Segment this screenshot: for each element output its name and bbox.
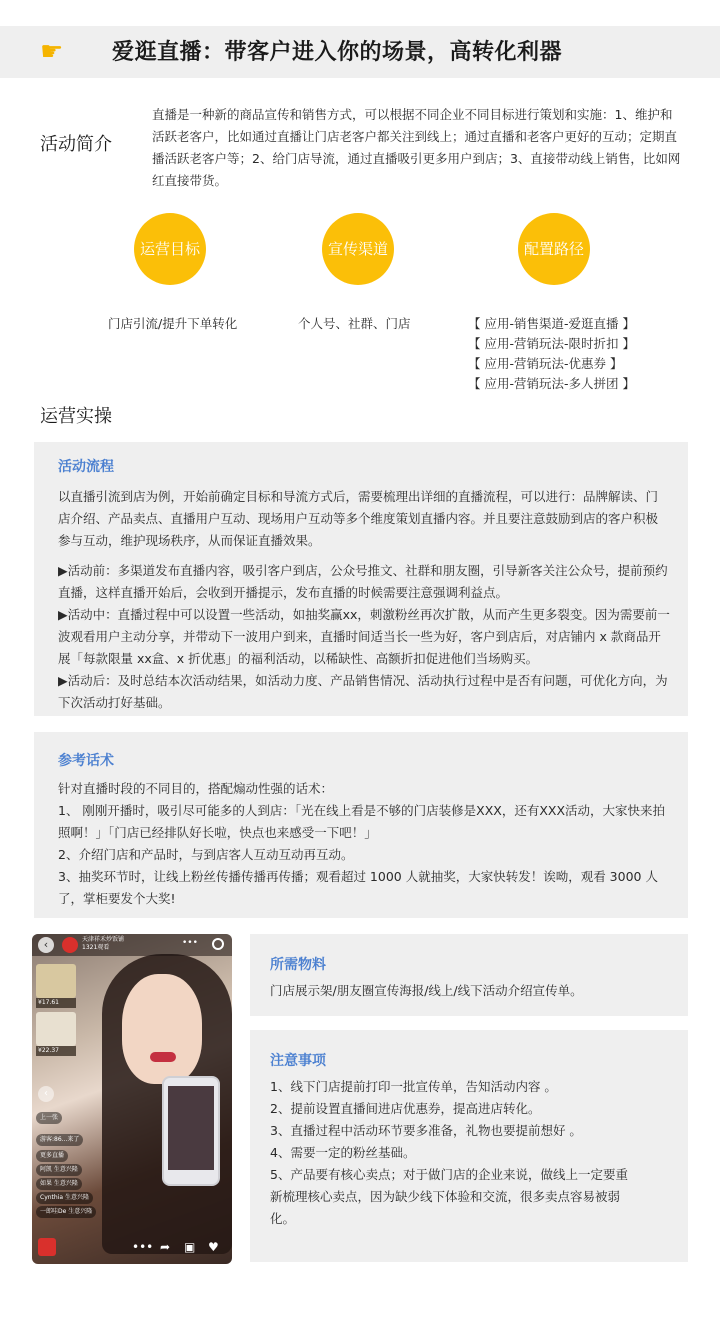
pointing-hand-icon: ☛ (40, 37, 64, 67)
goal-detail: 门店引流/提升下单转化 (108, 316, 238, 331)
flow-paragraph: ▶活动后：及时总结本次活动结果，如活动力度、产品销售情况、活动执行过程中是否有问题，可优化方向，为下次活动打好基础。 (58, 673, 668, 710)
product-thumb[interactable] (36, 964, 76, 998)
notes-card (250, 1030, 688, 1262)
prev-arrow-icon[interactable]: ‹ (38, 1086, 54, 1102)
notes-title: 注意事项 (270, 1053, 326, 1069)
script-line: 针对直播时段的不同目的，搭配煽动性强的话术： (58, 781, 334, 796)
ops-label: 运营实操 (40, 406, 112, 427)
camera-icon[interactable]: ▣ (184, 1240, 196, 1254)
page-title: 爱逛直播：带客户进入你的场景，高转化利器 (112, 40, 563, 65)
script-body (58, 778, 670, 910)
streamer-face (122, 974, 202, 1084)
shop-logo (62, 937, 78, 953)
product-price: ¥17.61 (36, 998, 76, 1008)
channel-circle: 宣传渠道 (322, 213, 394, 285)
chat-message: 一郎哇De 生意兴隆 (36, 1206, 96, 1218)
more-icon[interactable]: ••• (182, 938, 198, 948)
flow-paragraph: ▶活动中：直播过程中可以设置一些活动，如抽奖赢xx，刺激粉丝再次扩散，从而产生更多裂变。因为需要前一波观看用户主动分享，并带动下一波用户到来，直播时间适当长一些为好，客户到店后，对店铺内 x 款商品开展「每款限量 xx盒、x 折优惠」的福利活动，以稀缺性、高额折扣促进他们当场购买。 (58, 607, 670, 666)
flow-paragraph: 以直播引流到店为例，开始前确定目标和导流方式后，需要梳理出详细的直播流程，可以进行：品牌解读、门店介绍、产品卖点、直播用户互动、现场用户互动等多个维度策划直播内容。并且要注意鼓励到店的客户积极参与互动，维护现场秩序，从而保证直播效果。 (58, 489, 659, 548)
like-icon[interactable]: ♥ (208, 1240, 219, 1254)
flow-card (34, 442, 688, 716)
more-icon[interactable]: ••• (132, 1240, 154, 1254)
streamer-lips (150, 1052, 176, 1062)
intro-label: 活动简介 (40, 134, 112, 155)
shop-name (82, 936, 124, 952)
flow-title: 活动流程 (58, 459, 114, 475)
note-item: 4、需要一定的粉丝基础。 (270, 1145, 416, 1160)
materials-title: 所需物料 (270, 957, 326, 973)
gift-icon[interactable] (38, 1238, 56, 1256)
notes-body (270, 1076, 630, 1230)
share-icon[interactable]: ➦ (160, 1240, 171, 1254)
handheld-phone-screen (168, 1086, 214, 1170)
script-line: 2、介绍门店和产品时，与到店客人互动互动再互动。 (58, 847, 354, 862)
materials-text: 门店展示架/朋友圈宣传海报/线上/线下活动介绍宣传单。 (270, 983, 583, 998)
script-line: 3、抽奖环节时，让线上粉丝传播传播再传播；观看超过 1000 人就抽奖，大家快转发！诶呦，观看 3000 人了，掌柜要发个大奖! (58, 869, 658, 906)
chat-message: Cynthia 生意兴隆 (36, 1192, 93, 1204)
chat-message: 如果 生意兴隆 (36, 1178, 82, 1190)
flow-body (58, 486, 670, 714)
materials-card (250, 934, 688, 1016)
config-path-list (468, 314, 635, 394)
config-path-circle: 配置路径 (518, 213, 590, 285)
config-path-item: 【 应用-销售渠道-爱逛直播 】 (468, 316, 635, 331)
record-icon[interactable] (212, 938, 224, 950)
script-line: 1、 刚刚开播时，吸引尽可能多的人到店：「光在线上看是不够的门店装修是XXX，还有XXX活动，大家快来拍照啊！」「门店已经排队好长啦，快点也来感受一下吧！」 (58, 803, 666, 840)
chat-message: 更多直播 (36, 1150, 68, 1162)
goal-circle: 运营目标 (134, 213, 206, 285)
note-item: 3、直播过程中活动环节要多准备，礼物也要提前想好 。 (270, 1123, 582, 1138)
script-title: 参考话术 (58, 753, 114, 769)
channel-detail: 个人号、社群、门店 (298, 316, 411, 331)
product-thumb[interactable] (36, 1012, 76, 1046)
note-item: 5、产品要有核心卖点；对于做门店的企业来说，做线上一定要重新梳理核心卖点，因为缺少线下体验和交流，很多卖点容易被弱化。 (270, 1167, 628, 1226)
intro-text: 直播是一种新的商品宣传和销售方式，可以根据不同企业不同目标进行策划和实施：1、维护和活跃老客户，比如通过直播让门店老客户都关注到线上；通过直播和老客户更好的互动；定期直播活跃老客户等；2、给门店导流，通过直播吸引更多用户到店；3、直接带动线上销售，比如网红直接带货。 (152, 107, 681, 188)
live-stream-screenshot (32, 934, 232, 1264)
config-path-item: 【 应用-营销玩法-优惠券 】 (468, 356, 623, 371)
script-card (34, 732, 688, 918)
back-icon[interactable]: ‹ (38, 937, 54, 953)
note-item: 2、提前设置直播间进店优惠券，提高进店转化。 (270, 1101, 541, 1116)
viewer-count: 1321观看 (82, 944, 110, 951)
product-price: ¥22.37 (36, 1046, 76, 1056)
page-header (0, 26, 720, 78)
nav-label[interactable]: 上一张 (36, 1112, 62, 1124)
note-item: 1、线下门店提前打印一批宣传单，告知活动内容 。 (270, 1079, 557, 1094)
shop-name-text: 天津祥禾炒饭铺 (82, 936, 125, 943)
chat-message: 游客:86...来了 (36, 1134, 83, 1146)
config-path-item: 【 应用-营销玩法-限时折扣 】 (468, 336, 635, 351)
flow-paragraph: ▶活动前：多渠道发布直播内容，吸引客户到店，公众号推文、社群和朋友圈，引导新客关注公众号，提前预约直播，这样直播开始后，会收到开播提示，发布直播的时候需要注意强调利益点。 (58, 563, 668, 600)
config-path-item: 【 应用-营销玩法-多人拼团 】 (468, 376, 635, 391)
chat-message: 阿凯 生意兴隆 (36, 1164, 82, 1176)
